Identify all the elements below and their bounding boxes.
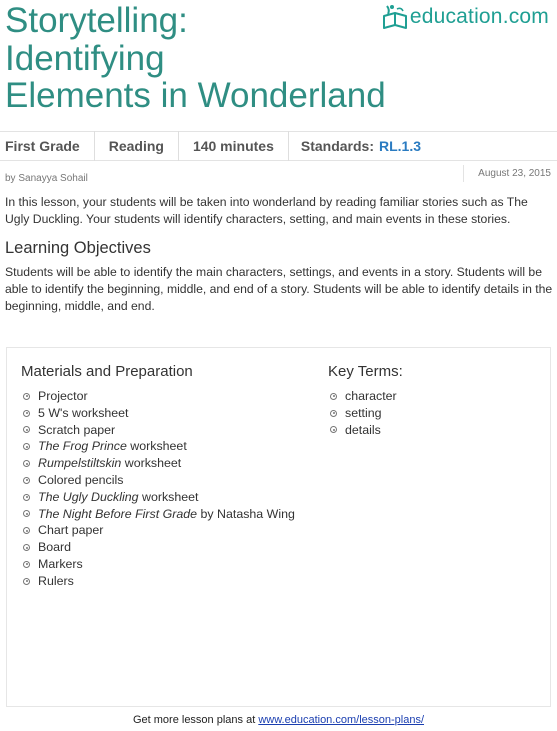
brand-logo[interactable]: [381, 4, 549, 30]
material-item-label: 5 W's worksheet: [38, 405, 129, 420]
bullet-icon: [23, 477, 30, 484]
material-item: [23, 522, 295, 539]
material-item-label: Board: [38, 540, 72, 555]
material-item-text: [38, 472, 123, 489]
bullet-icon: [23, 510, 30, 517]
key-terms-heading: Key Terms:: [328, 363, 403, 380]
duration-label: 140 minutes: [179, 131, 289, 161]
material-item: [23, 472, 295, 489]
author-byline: by Sanayya Sohail: [5, 173, 88, 184]
title-line-1: Storytelling:: [5, 1, 188, 40]
material-item-label: by Natasha Wing: [197, 506, 295, 521]
key-term-item: [330, 422, 397, 439]
footer: [0, 714, 557, 726]
title-line-2: Identifying: [5, 38, 165, 78]
key-term-item: [330, 405, 397, 422]
material-item: [23, 489, 295, 506]
material-item: [23, 422, 295, 439]
standards-code-link[interactable]: RL.1.3: [379, 138, 422, 154]
bullet-icon: [23, 393, 30, 400]
material-item-label: Rulers: [38, 573, 74, 588]
material-item-text: [38, 556, 83, 573]
material-item-text: [38, 522, 103, 539]
key-term-label: details: [345, 422, 381, 437]
key-term-item: [330, 388, 397, 405]
key-term-label: character: [345, 389, 397, 403]
publish-date-text: August 23, 2015: [478, 168, 551, 179]
footer-text: Get more lesson plans at: [132, 714, 259, 726]
materials-heading: Materials and Preparation: [21, 363, 193, 380]
bullet-icon: [330, 410, 337, 417]
lesson-plans-link[interactable]: www.education.com/lesson-plans/: [258, 714, 425, 726]
material-item-title: The Ugly Duckling: [38, 489, 139, 504]
material-item: [23, 506, 295, 523]
material-item: [23, 539, 295, 556]
material-item-text: [38, 405, 129, 422]
bullet-icon: [23, 460, 30, 467]
intro-paragraph: In this lesson, your students will be taken into wonderland by reading familiar stories such as The Ugly Duckling. Your students will identify characters, setting, and main events in these stories.: [5, 195, 528, 226]
objectives-text: Students will be able to identify the main characters, settings, and events in a story. Students will be able to identify the beginning, middle, and end of a story. Students will be able to identify details in the beginning, middle, and end.: [5, 265, 553, 313]
material-item-label: worksheet: [126, 439, 187, 454]
material-item-label: worksheet: [121, 456, 182, 471]
material-item-text: [38, 573, 74, 590]
material-item: [23, 573, 295, 590]
material-item-title: Rumpelstiltskin: [38, 456, 122, 471]
bullet-icon: [23, 544, 30, 551]
material-item-text: [38, 539, 71, 556]
material-item-label: Projector: [38, 389, 88, 403]
material-item-title: The Frog Prince: [38, 439, 127, 454]
publish-date: [463, 165, 551, 182]
material-item: [23, 388, 295, 405]
brand-name: education.com: [409, 5, 549, 28]
bullet-icon: [23, 426, 30, 433]
page-title: [5, 2, 386, 115]
lesson-meta-bar: [0, 131, 557, 161]
material-item-title: The Night Before First Grade: [38, 506, 198, 521]
material-item-text: [38, 422, 115, 439]
education-logo-icon: [381, 4, 409, 30]
material-item-label: worksheet: [138, 489, 199, 504]
grade-label: First Grade: [0, 131, 95, 161]
bullet-icon: [330, 426, 337, 433]
material-item-label: Chart paper: [38, 523, 104, 538]
material-item: [23, 556, 295, 573]
key-term-label: setting: [345, 405, 382, 420]
subject-label: Reading: [95, 131, 179, 161]
materials-box: [6, 347, 551, 707]
standards-label: Standards:: [300, 138, 374, 154]
bullet-icon: [23, 578, 30, 585]
material-item-label: Colored pencils: [38, 472, 124, 487]
material-item-text: [38, 438, 187, 455]
material-item-label: Markers: [38, 556, 83, 571]
material-item: [23, 405, 295, 422]
material-item-text: [38, 506, 295, 523]
bullet-icon: [330, 393, 337, 400]
bullet-icon: [23, 527, 30, 534]
material-item-text: [38, 489, 198, 506]
standards: [289, 131, 435, 161]
bullet-icon: [23, 410, 30, 417]
material-item-text: [38, 388, 88, 405]
bullet-icon: [23, 561, 30, 568]
bullet-icon: [23, 443, 30, 450]
material-item-text: [38, 455, 181, 472]
material-item: [23, 455, 295, 472]
key-terms-list: [330, 388, 397, 438]
material-item-label: Scratch paper: [38, 422, 116, 437]
bullet-icon: [23, 494, 30, 501]
materials-list: [23, 388, 295, 590]
objectives-heading: Learning Objectives: [5, 239, 151, 257]
material-item: [23, 438, 295, 455]
title-line-3: Elements in Wonderland: [5, 76, 386, 115]
